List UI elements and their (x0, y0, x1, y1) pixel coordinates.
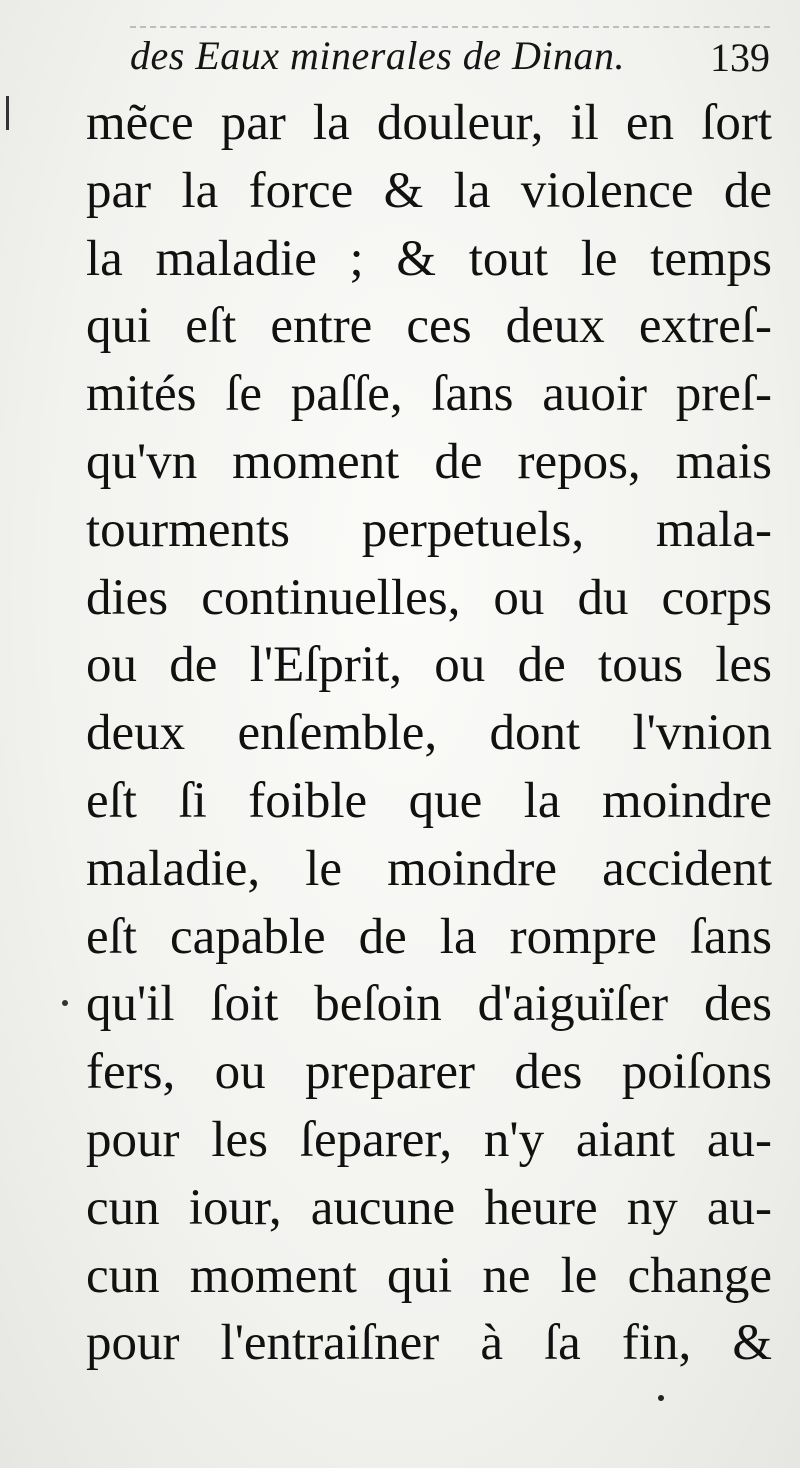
text-line: dies continuelles, ou du corps (86, 569, 772, 626)
text-line: tourments perpetuels, mala- (86, 501, 772, 558)
text-line: fers, ou preparer des poiſons (86, 1044, 772, 1101)
text-line: par la force & la violence de (86, 162, 772, 219)
text-line: cun moment qui ne le change (86, 1247, 772, 1304)
margin-speck (62, 1000, 68, 1006)
text-line: qu'vn moment de repos, mais (86, 433, 772, 490)
text-line: la maladie ; & tout le temps (86, 230, 772, 287)
text-line: mités ſe paſſe, ſans auoir preſ- (86, 366, 772, 423)
page-header (130, 18, 770, 82)
running-title: des Eaux minerales de Dinan. (130, 33, 626, 78)
margin-mark (6, 96, 9, 130)
page-number: 139 (710, 35, 770, 80)
text-line: qu'il ſoit beſoin d'aiguïſer des (86, 976, 772, 1033)
text-line: ou de l'Eſprit, ou de tous les (86, 637, 772, 694)
header-rule (130, 26, 770, 28)
body-text (86, 90, 772, 1378)
text-line: qui eſt entre ces deux extreſ- (86, 298, 772, 355)
text-line: maladie, le moindre accident (86, 840, 772, 897)
text-line: deux enſemble, dont l'vnion (86, 705, 772, 762)
text-line: eſt capable de la rompre ſans (86, 908, 772, 965)
ink-speck (658, 1395, 664, 1401)
text-line: eſt ſi foible que la moindre (86, 772, 772, 829)
text-line: mẽce par la douleur, il en ſort (86, 95, 772, 151)
text-line: cun iour, aucune heure ny au- (86, 1179, 772, 1236)
text-line: pour les ſeparer, n'y aiant au- (86, 1111, 772, 1168)
text-line: pour l'entraiſner à ſa fin, & (86, 1315, 772, 1372)
